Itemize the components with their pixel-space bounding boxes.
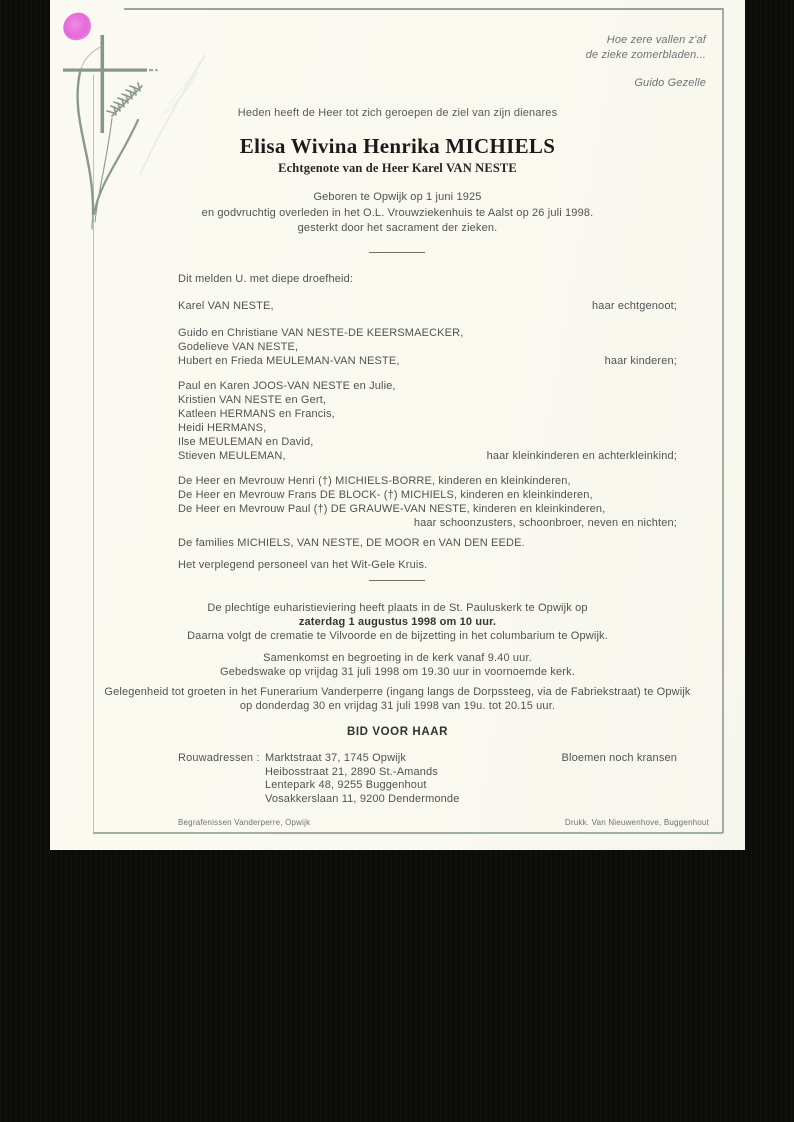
undertaker-credit: Begrafenissen Vanderperre, Opwijk xyxy=(178,818,311,827)
death-line: en godvruchtig overleden in het O.L. Vrouwziekenhuis te Aalst op 26 juli 1998. xyxy=(201,206,594,219)
no-flowers-note: Bloemen noch kransen xyxy=(561,752,677,764)
quote-line: Hoe zere vallen z'af xyxy=(606,34,706,46)
inlaws-relation-label: haar schoonzusters, schoonbroer, neven en nichten; xyxy=(413,517,677,529)
relative-line: Katleen HERMANS en Francis, xyxy=(178,408,335,420)
spouse-relation-label: haar echtgenoot; xyxy=(592,300,677,312)
inlaws-group xyxy=(178,474,677,530)
service-date-line: zaterdag 1 augustus 1998 om 10 uur. xyxy=(298,616,497,628)
relative-line: De Heer en Mevrouw Frans DE BLOCK- (†) MICHIELS, kinderen en kleinkinderen, xyxy=(178,489,593,501)
birth-death-block xyxy=(50,190,745,237)
grandchildren-relation-label: haar kleinkinderen en achterkleinkind; xyxy=(486,450,677,462)
address-line: Lentepark 48, 9255 Buggenhout xyxy=(265,779,427,791)
quote-line: de zieke zomerbladen... xyxy=(585,49,706,61)
poem-quote xyxy=(586,33,706,91)
birth-line: Geboren te Opwijk op 1 juni 1925 xyxy=(313,191,482,203)
section-divider xyxy=(369,252,425,253)
visiting-hours-line: op donderdag 30 en vrijdag 31 juli 1998 van 19u. tot 20.15 uur. xyxy=(239,700,556,712)
vigil-line: Gebedswake op vrijdag 31 juli 1998 om 19.30 uur in voornoemde kerk. xyxy=(220,666,575,678)
children-group xyxy=(178,326,677,368)
relative-line: Heidi HERMANS, xyxy=(178,422,267,434)
prayer-motto: BID VOOR HAAR xyxy=(346,726,449,738)
intro-line: Heden heeft de Heer tot zich geroepen de ziel van zijn dienares xyxy=(237,107,558,119)
relative-line: Stieven MEULEMAN, xyxy=(178,450,286,462)
service-line: De plechtige euharistieviering heeft plaats in de St. Pauluskerk te Opwijk op xyxy=(207,602,588,614)
gathering-line: Samenkomst en begroeting in de kerk vanaf 9.40 uur. xyxy=(263,652,532,664)
relative-line: De Heer en Mevrouw Paul (†) DE GRAUWE-VAN NESTE, kinderen en kleinkinderen, xyxy=(178,503,606,515)
sacrament-line: gesterkt door het sacrament der zieken. xyxy=(297,222,498,234)
printer-credit: Drukk. Van Nieuwenhove, Buggenhout xyxy=(564,818,709,827)
deceased-name: Elisa Wivina Henrika MICHIELS xyxy=(239,134,556,158)
card-border-bottom xyxy=(93,832,723,834)
section-divider xyxy=(369,580,425,581)
families-line: De families MICHIELS, VAN NESTE, DE MOOR en VAN DEN EEDE. xyxy=(178,537,525,549)
quote-author: Guido Gezelle xyxy=(634,77,706,89)
cremation-line: Daarna volgt de crematie te Vilvoorde en de bijzetting in het columbarium te Opwijk. xyxy=(187,630,608,642)
address-line: Marktstraat 37, 1745 Opwijk xyxy=(265,752,406,764)
relative-line: De Heer en Mevrouw Henri (†) MICHIELS-BORRE, kinderen en kleinkinderen, xyxy=(178,475,571,487)
relative-line: Kristien VAN NESTE en Gert, xyxy=(178,394,327,406)
memorial-card xyxy=(50,0,745,850)
addresses-label: Rouwadressen : xyxy=(178,752,260,764)
children-relation-label: haar kinderen; xyxy=(604,355,677,367)
relative-line: Hubert en Frieda MEULEMAN-VAN NESTE, xyxy=(178,355,400,367)
spouse-name: Karel VAN NESTE, xyxy=(178,300,274,312)
address-line: Vosakkerslaan 11, 9200 Dendermonde xyxy=(265,792,460,805)
grandchildren-group xyxy=(178,379,677,463)
relative-line: Godelieve VAN NESTE, xyxy=(178,341,299,353)
spouse-row xyxy=(178,299,677,313)
deceased-subtitle: Echtgenote van de Heer Karel VAN NESTE xyxy=(278,161,517,175)
funerarium-line: Gelegenheid tot groeten in het Funerarium Vanderperre (ingang langs de Dorpssteeg, via de Fabriekstraat) te Opwijk xyxy=(104,686,691,698)
relative-line: Paul en Karen JOOS-VAN NESTE en Julie, xyxy=(178,380,396,392)
mourning-addresses xyxy=(178,752,677,806)
address-line: Heibosstraat 21, 2890 St.-Amands xyxy=(265,765,438,778)
relative-line: Ilse MEULEMAN en David, xyxy=(178,436,314,448)
nursing-staff-line: Het verplegend personeel van het Wit-Gele Kruis. xyxy=(178,559,428,571)
announcement-line: Dit melden U. met diepe droefheid: xyxy=(178,273,354,285)
relative-line: Guido en Christiane VAN NESTE-DE KEERSMAECKER, xyxy=(178,327,464,339)
card-footer xyxy=(178,818,709,827)
